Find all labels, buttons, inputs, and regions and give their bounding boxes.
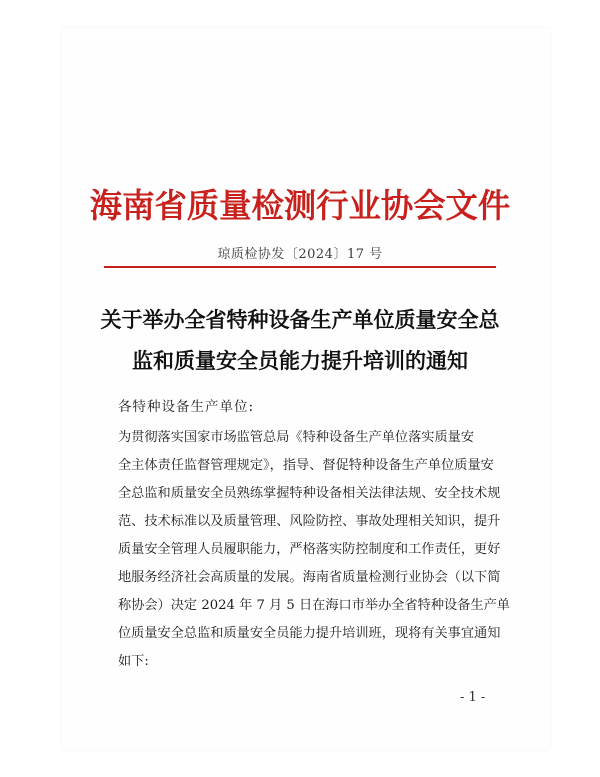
document-number: 琼质检协发〔2024〕17 号 <box>217 247 383 262</box>
addressee: 各特种设备生产单位: <box>118 399 255 415</box>
body-line: 全主体责任监督管理规定》，指导、督促特种设备生产单位质量安 <box>118 458 494 473</box>
body-line: 称协会）决定 2024 年 7 月 5 日在海口市举办全省特种设备生产单 <box>118 598 510 613</box>
page-number: - 1 - <box>460 690 486 705</box>
body-line: 质量安全管理人员履职能力，严格落实防控制度和工作责任，更好 <box>118 542 501 557</box>
document-header-title: 海南省质量检测行业协会文件 <box>89 186 511 225</box>
body-line: 全总监和质量安全员熟练掌握特种设备相关法律法规、安全技术规 <box>118 486 501 501</box>
body-line: 为贯彻落实国家市场监管总局《特种设备生产单位落实质量安 <box>118 430 475 445</box>
body-line: 位质量安全总监和质量安全员能力提升培训班，现将有关事宜通知 <box>118 626 501 641</box>
body-line: 地服务经济社会高质量的发展。海南省质量检测行业协会（以下简 <box>118 570 501 585</box>
notice-title-line-2: 监和质量安全员能力提升培训的通知 <box>132 348 468 373</box>
body-line: 范、技术标准以及质量管理、风险防控、事故处理相关知识，提升 <box>118 514 501 529</box>
red-divider <box>104 266 496 268</box>
body-line: 如下: <box>118 654 149 669</box>
notice-title-line-1: 关于举办全省特种设备生产单位质量安全总 <box>100 307 500 332</box>
document-page <box>62 28 550 750</box>
